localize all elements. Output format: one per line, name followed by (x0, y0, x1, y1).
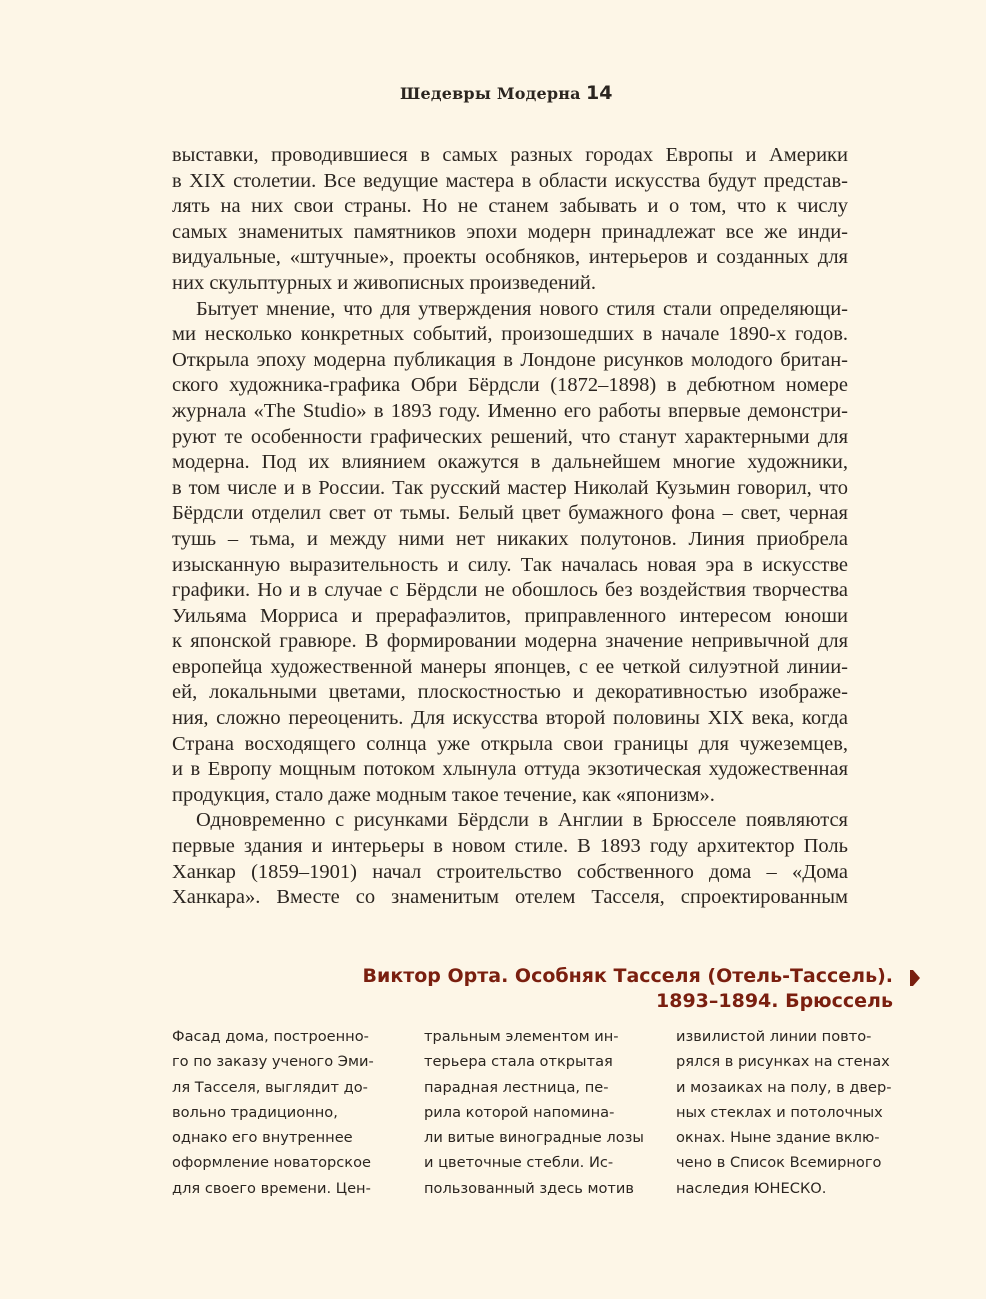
body-line: Бытует мнение, что для утверждения нового стиля стали определяющи- (196, 297, 848, 320)
caption-title-line: Виктор Орта. Особняк Тасселя (Отель-Тассель). (362, 965, 893, 987)
caption-line: извилистой линии повто- (676, 1028, 872, 1045)
caption-line: тральным элементом ин- (424, 1028, 619, 1045)
arrow-right-icon (910, 969, 920, 987)
body-line: журнала «The Studio» в 1893 году. Именно его работы впервые демонстри- (172, 399, 848, 422)
caption-line: ли витые виноградные лозы (424, 1129, 644, 1147)
caption-line: парадная лестница, пе- (424, 1078, 609, 1096)
body-line: первые здания и интерьеры в новом стиле. В 1893 году архитектор Поль (172, 835, 848, 858)
caption-line: рялся в рисунках на стенах (676, 1053, 890, 1071)
body-line: Открыла эпоху модерна публикация в Лондоне рисунков молодого британ- (172, 348, 848, 371)
caption-column-1 (172, 1024, 372, 1201)
caption-line: окнах. Ныне здание вклю- (676, 1129, 880, 1147)
body-line: самых знаменитых памятников эпохи модерн принадлежат все же инди- (172, 220, 848, 243)
caption-column-3 (676, 1024, 896, 1201)
body-line: Ханкар (1859–1901) начал строительство собственного дома – «Дома (172, 860, 848, 883)
body-line: Уильяма Морриса и прерафаэлитов, приправленного интересом юноши (172, 604, 848, 627)
body-line: выставки, проводившиеся в самых разных городах Европы и Америки (172, 144, 848, 166)
caption-line: оформление новаторское (172, 1154, 372, 1172)
caption-line: го по заказу ученого Эми- (172, 1053, 374, 1071)
body-line: ми несколько конкретных событий, произошедших в начале 1890-х годов. (172, 323, 848, 346)
body-line: модерна. Под их влиянием окажутся в дальнейшем многие художники, (172, 451, 848, 474)
body-line: Ханкара». Вместе со знаменитым отелем Тасселя, спроектированным (172, 886, 848, 909)
caption-line: однако его внутреннее (172, 1129, 353, 1147)
body-line: руют те особенности графических решений, что станут характерными для (172, 425, 848, 448)
caption-line: ля Тасселя, выглядит до- (172, 1078, 368, 1096)
body-line: ей, локальными цветами, плоскостностью и декоративностью изображе- (172, 681, 848, 704)
body-line: в том числе и в России. Так русский мастер Николай Кузьмин говорил, что (172, 476, 848, 499)
caption-title-line: 1893–1894. Брюссель (656, 990, 893, 1012)
body-line: и в Европу мощным потоком хлынула оттуда экзотическая художественная (172, 758, 848, 781)
caption-line: ных стеклах и потолочных (676, 1103, 883, 1121)
body-line: Бёрдсли отделил свет от тьмы. Белый цвет бумажного фона – свет, черная (172, 502, 848, 525)
body-line: изысканную выразительность и силу. Так началась новая эра в искусстве (172, 553, 848, 576)
caption-line: и цветочные стебли. Ис- (424, 1154, 614, 1172)
body-line: графики. Но и в случае с Бёрдсли не обошлось без воздействия творчества (172, 579, 848, 602)
body-line: тушь – тьма, и между ними нет никаких полутонов. Линия приобрела (172, 527, 848, 550)
caption-line: и мозаиках на полу, в двер- (676, 1078, 892, 1096)
caption-line: наследия ЮНЕСКО. (676, 1179, 827, 1197)
caption-line: рила которой напомина- (424, 1103, 615, 1121)
page-number: 14 (586, 82, 613, 104)
caption-line: терьера стала открытая (424, 1053, 613, 1071)
caption-line: для своего времени. Цен- (172, 1179, 371, 1197)
body-line: них скульптурных и живописных произведений. (172, 271, 596, 294)
body-line: лять на них свои страны. Но не станем забывать и о том, что к числу (172, 195, 848, 218)
body-line: ния, сложно переоценить. Для искусства второй половины XIX века, когда (172, 707, 848, 730)
caption-column-2 (424, 1024, 644, 1201)
caption-title (333, 964, 893, 1014)
body-line: Страна восходящего солнца уже открыла свои границы для чужеземцев, (172, 732, 848, 755)
caption-line: Фасад дома, построенно- (172, 1028, 369, 1045)
body-line: Одновременно с рисунками Бёрдсли в Англии в Брюсселе появляются (196, 809, 848, 832)
body-line: видуальные, «штучные», проекты особняков, интерьеров и созданных для (172, 246, 848, 269)
caption-line: вольно традиционно, (172, 1103, 338, 1121)
body-text (172, 143, 848, 911)
body-line: в XIX столетии. Все ведущие мастера в области искусства будут представ- (172, 169, 848, 192)
body-line: к японской гравюре. В формировании модерна значение непривычной для (172, 630, 848, 653)
body-line: ского художника-графика Обри Бёрдсли (1872–1898) в дебютном номере (172, 374, 848, 397)
caption-line: чено в Список Всемирного (676, 1154, 882, 1172)
body-line: европейца художественной манеры японцев, с ее четкой силуэтной линии- (172, 655, 848, 678)
running-head (0, 82, 986, 108)
body-line: продукция, стало даже модным такое течение, как «японизм». (172, 783, 715, 806)
caption-line: пользованный здесь мотив (424, 1179, 634, 1197)
running-head-title: Шедевры Модерна (400, 84, 581, 103)
